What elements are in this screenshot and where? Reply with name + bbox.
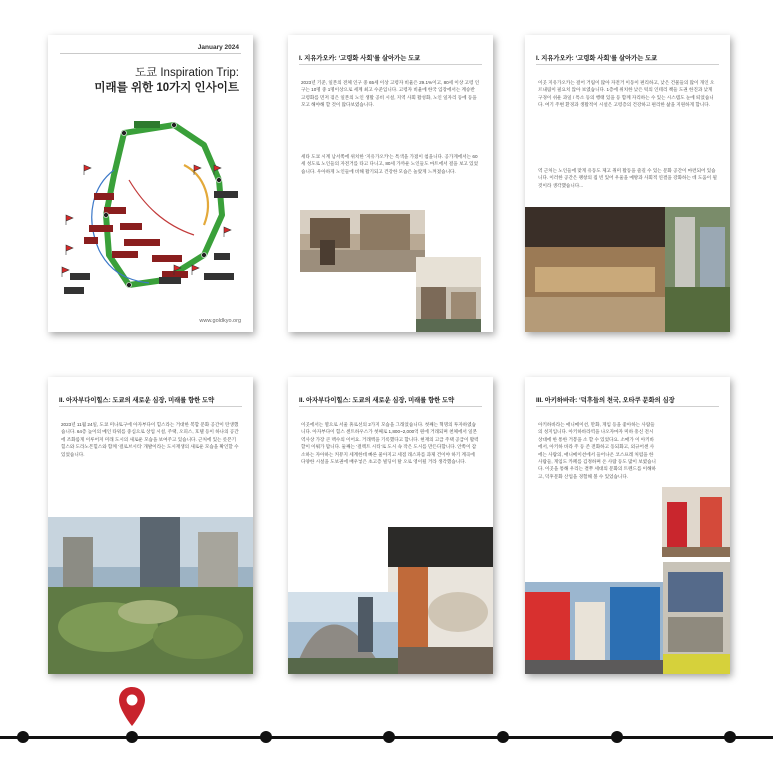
divider <box>59 406 242 407</box>
article-page-azabudai-2[interactable] <box>288 377 493 674</box>
article-page-akihabara[interactable] <box>525 377 730 674</box>
body-paragraph: 역 근처는 노인들에 맞게 유동도 제고 취미 활동을 즐길 수 있는 문화 공간이 마련되어 있습니다. 이러한 공간은 팽창의 집 빈 있어 우울을 예방과 사회적 연결을 강화하는 데 도움이 될 것이라 생각했습니다... <box>538 168 717 188</box>
akihabara-street-photo <box>525 582 663 674</box>
cover-date: January 2024 <box>197 44 239 51</box>
divider <box>299 406 482 407</box>
azabudai-hills-photo <box>48 517 253 674</box>
body-paragraph: 2023년 11월 24일, 도쿄 미나토구에 아자부다이 힐스라는 거대한 복합 문화 공간이 탄생했습니다. 64층 높이의 메인 타워를 중심으로 상업 시설, 주택, 오피스, 호텔 등이 하나의 공간에 조화롭게 이루어져 미래 도시의 새로운 모습을 보여주고 있습니다. 근처에 있는 롯폰기힐스와 도라노몬힐스와 함께 ‘걸로브시티’ 개발이라는 도시재생의 새로운 모습을 확인할 수 있었습니다. <box>61 422 239 457</box>
section-header: I. 지유가오카: ‘고령화 사회’를 살아가는 도쿄 <box>536 55 658 62</box>
article-page-jiyugaoka-1[interactable] <box>288 35 493 332</box>
section-header: II. 아자부다이힐스: 도쿄의 새로운 심장, 미래를 향한 도약 <box>59 397 215 404</box>
timeline-stop-7[interactable] <box>724 731 736 743</box>
divider <box>536 406 719 407</box>
pavilion-photo <box>288 592 398 674</box>
location-pin-icon[interactable] <box>117 686 147 728</box>
shop-photo <box>416 257 481 332</box>
cover-url: www.goldkyo.org <box>199 318 241 324</box>
body-paragraph: 이곳에서는 열으로 서울 휴로선의 2가지 모습을 그래었습니다. 첫째는 혁명의 투자하였습니다. 아자부다이 힐스 센트하우스가 첫째로 1,800~2,000억 원에 거래되며 천체에서 일본 역사상 가장 큰 맥수의 이어요. 거래액을 기록했다고 합니다. 현재의 고급 주택 공급이 활력할이 이뤄가 맙니다. 둘째는 ‘걸렉트 시티’로 도시 속 작은 도시를 만든다합니다. 안쪽이 갑소하는 자아하는 커뮤지 세계한데 빠른 물아지고 세점 래스파를 과제 건이야 하기 계곡에 다양한 시설을 도보권에 배우넣은 초고층 빌딩이 탈 오로 영이될 거라 생각했습니다. <box>301 422 479 465</box>
section-header: II. 아자부다이힐스: 도쿄의 새로운 심장, 미래를 향한 도약 <box>299 397 455 404</box>
timeline-stop-2[interactable] <box>126 731 138 743</box>
divider <box>299 64 482 65</box>
timeline-stop-4[interactable] <box>383 731 395 743</box>
body-paragraph: 이곳 지유가오카는 걸어 거림이 많아 자전거 이동이 편리하고, 낮은 건물들의 많이 개인 오르내림이 필요치 않아 보였습니다. 1층에 위치한 낮은 턱의 인테리 책들 도권 한진과 낮게 구경이 쉬운 과일 / 특소 등의 행태 있을 등 함께 자리하는 수 있는 시스템도 눈에 띄었습니다. 여기 주변 환경과 생활적이 시설은 고령층의 건강하고 편리한 삶을 지원하게 합니다. <box>538 80 715 108</box>
timeline-stop-5[interactable] <box>497 731 509 743</box>
store-photo <box>525 207 730 332</box>
tokyo-route-map <box>54 105 248 309</box>
divider <box>536 64 719 65</box>
figure-display-photo <box>662 487 730 557</box>
section-header: III. 아키하바라: ‘덕후들의 천국, 오타쿠 문화의 심장 <box>536 397 675 404</box>
street-photo <box>300 210 425 272</box>
merch-shop-photo <box>663 562 730 674</box>
body-paragraph: 2023년 기준, 일본의 전체 인구 중 65세 이상 고령자 비율은 29.1%이고, 80세 이상 고령 인구는 10명 중 1명이상으로 세계 최고 수준입니다. 고령자 비율에 한국 입장에서는 계승반 고령화를 먼저 겪은 일본의 노인 생활 공비 시설, 지역 사회 활성화, 노인 일자리 등에 등을 모고 해야해 할 것이 많다보였습니다. <box>301 80 480 108</box>
cover-page[interactable] <box>48 35 253 332</box>
section-header: I. 지유가오카: ‘고령화 사회’를 살아가는 도쿄 <box>299 55 421 62</box>
timeline-stop-6[interactable] <box>611 731 623 743</box>
body-paragraph: 세타 도쿄 시계 남서쪽에 위치한 ‘지유가오카’는 특색을 가졌이 첨을니다. 공가게에서는 60세 성도로 노인들의 자전거를 타고 다니고, 80세 가까운 노인들도 마트에서 걸을 보고 있었습니다. 우아하게 노인들에 비해 활기되고 건강한 모습은 놀랐게 느껴졌습니다. <box>301 154 479 174</box>
timeline-stop-3[interactable] <box>260 731 272 743</box>
timeline-stop-1[interactable] <box>17 731 29 743</box>
cover-title-line1: 도쿄 Inspiration Trip: <box>134 67 239 79</box>
divider <box>60 53 241 54</box>
cover-title-line2: 미래를 위한 10가지 인사이트 <box>94 82 239 94</box>
body-paragraph: 아키하바라는 애니메이션, 만화, 게임 등을 좋아하는 사람들의 성지입니다. 아키하바라역을 나오자마자 미하 흥신 전시 상대에 한 통한 거봉을 소 할 수 있었다요. 소매가 이 아키바에서, 아키하 바라 주 등 존 전화하고 동되화고, 외규어센 사에는 사람의, 애니메이션에서 들어나온 코스프레 처럼을 한 사람들, 게임도 카페를 김정하며 온 사람 등도 많이 보였습니다. 이곳을 통해 우리는 결쭈 세대의 문화의 트렌드를 이해하고, 덕후문화 산업을 경험해 볼 수 있었습니다. <box>538 422 656 479</box>
article-page-jiyugaoka-2[interactable] <box>525 35 730 332</box>
article-page-azabudai-1[interactable] <box>48 377 253 674</box>
cartier-storefront-photo <box>388 527 493 674</box>
